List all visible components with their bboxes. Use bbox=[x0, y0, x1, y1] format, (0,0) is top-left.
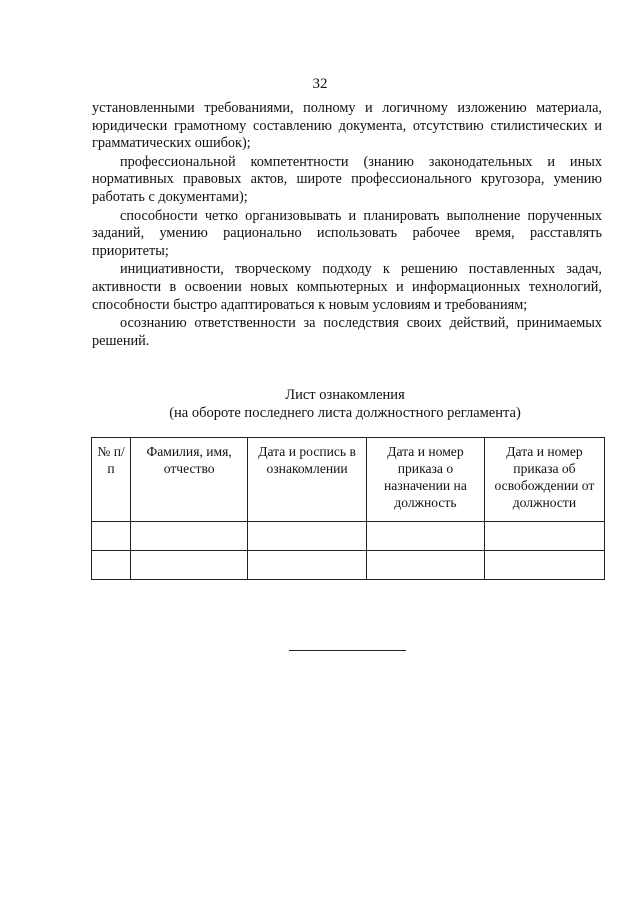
table-header-row bbox=[92, 438, 605, 522]
page-number: 32 bbox=[312, 76, 328, 92]
table-cell bbox=[92, 522, 131, 551]
table-cell bbox=[484, 551, 604, 580]
paragraph: осознанию ответственности за последствия своих действий, принимаемых решений. bbox=[92, 315, 602, 349]
table-cell bbox=[131, 522, 248, 551]
table-cell bbox=[366, 551, 484, 580]
paragraph: установленными требованиями, полному и логичному изложению материала, юридически грамотному составлению документа, отсутствию стилистических и грамматических ошибок); bbox=[92, 100, 602, 152]
table-row bbox=[92, 551, 605, 580]
table-cell bbox=[248, 522, 367, 551]
acknowledgment-sheet-title: Лист ознакомления bbox=[285, 387, 405, 403]
column-header-dismissal-order: Дата и номер приказа об освобождении от должности bbox=[484, 438, 604, 522]
table-cell bbox=[131, 551, 248, 580]
column-header-signature-date: Дата и роспись в ознакомлении bbox=[248, 438, 367, 522]
column-header-full-name: Фамилия, имя, отчество bbox=[131, 438, 248, 522]
paragraph: профессиональной компетентности (знанию законодательных и иных нормативных правовых актов, широте профессионального кругозора, умению работать с документами); bbox=[92, 153, 602, 205]
acknowledgment-sheet-subtitle: (на обороте последнего листа должностного регламента) bbox=[169, 405, 521, 421]
table-cell bbox=[248, 551, 367, 580]
table-row bbox=[92, 522, 605, 551]
paragraph: инициативности, творческому подходу к решению поставленных задач, активности в освоении новых компьютерных и информационных технологий, способности быстро адаптироваться к новым условиям и требованиям; bbox=[92, 261, 602, 313]
table-cell bbox=[92, 551, 131, 580]
table-cell bbox=[366, 522, 484, 551]
column-header-number: № п/п bbox=[92, 438, 131, 522]
acknowledgment-table bbox=[91, 437, 605, 580]
regulation-text bbox=[92, 100, 602, 351]
table-cell bbox=[484, 522, 604, 551]
document-end-line bbox=[289, 650, 406, 651]
column-header-appointment-order: Дата и номер приказа о назначении на должность bbox=[366, 438, 484, 522]
paragraph: способности четко организовывать и планировать выполнение порученных заданий, умению рационально использовать рабочее время, расставлять приоритеты; bbox=[92, 207, 602, 259]
